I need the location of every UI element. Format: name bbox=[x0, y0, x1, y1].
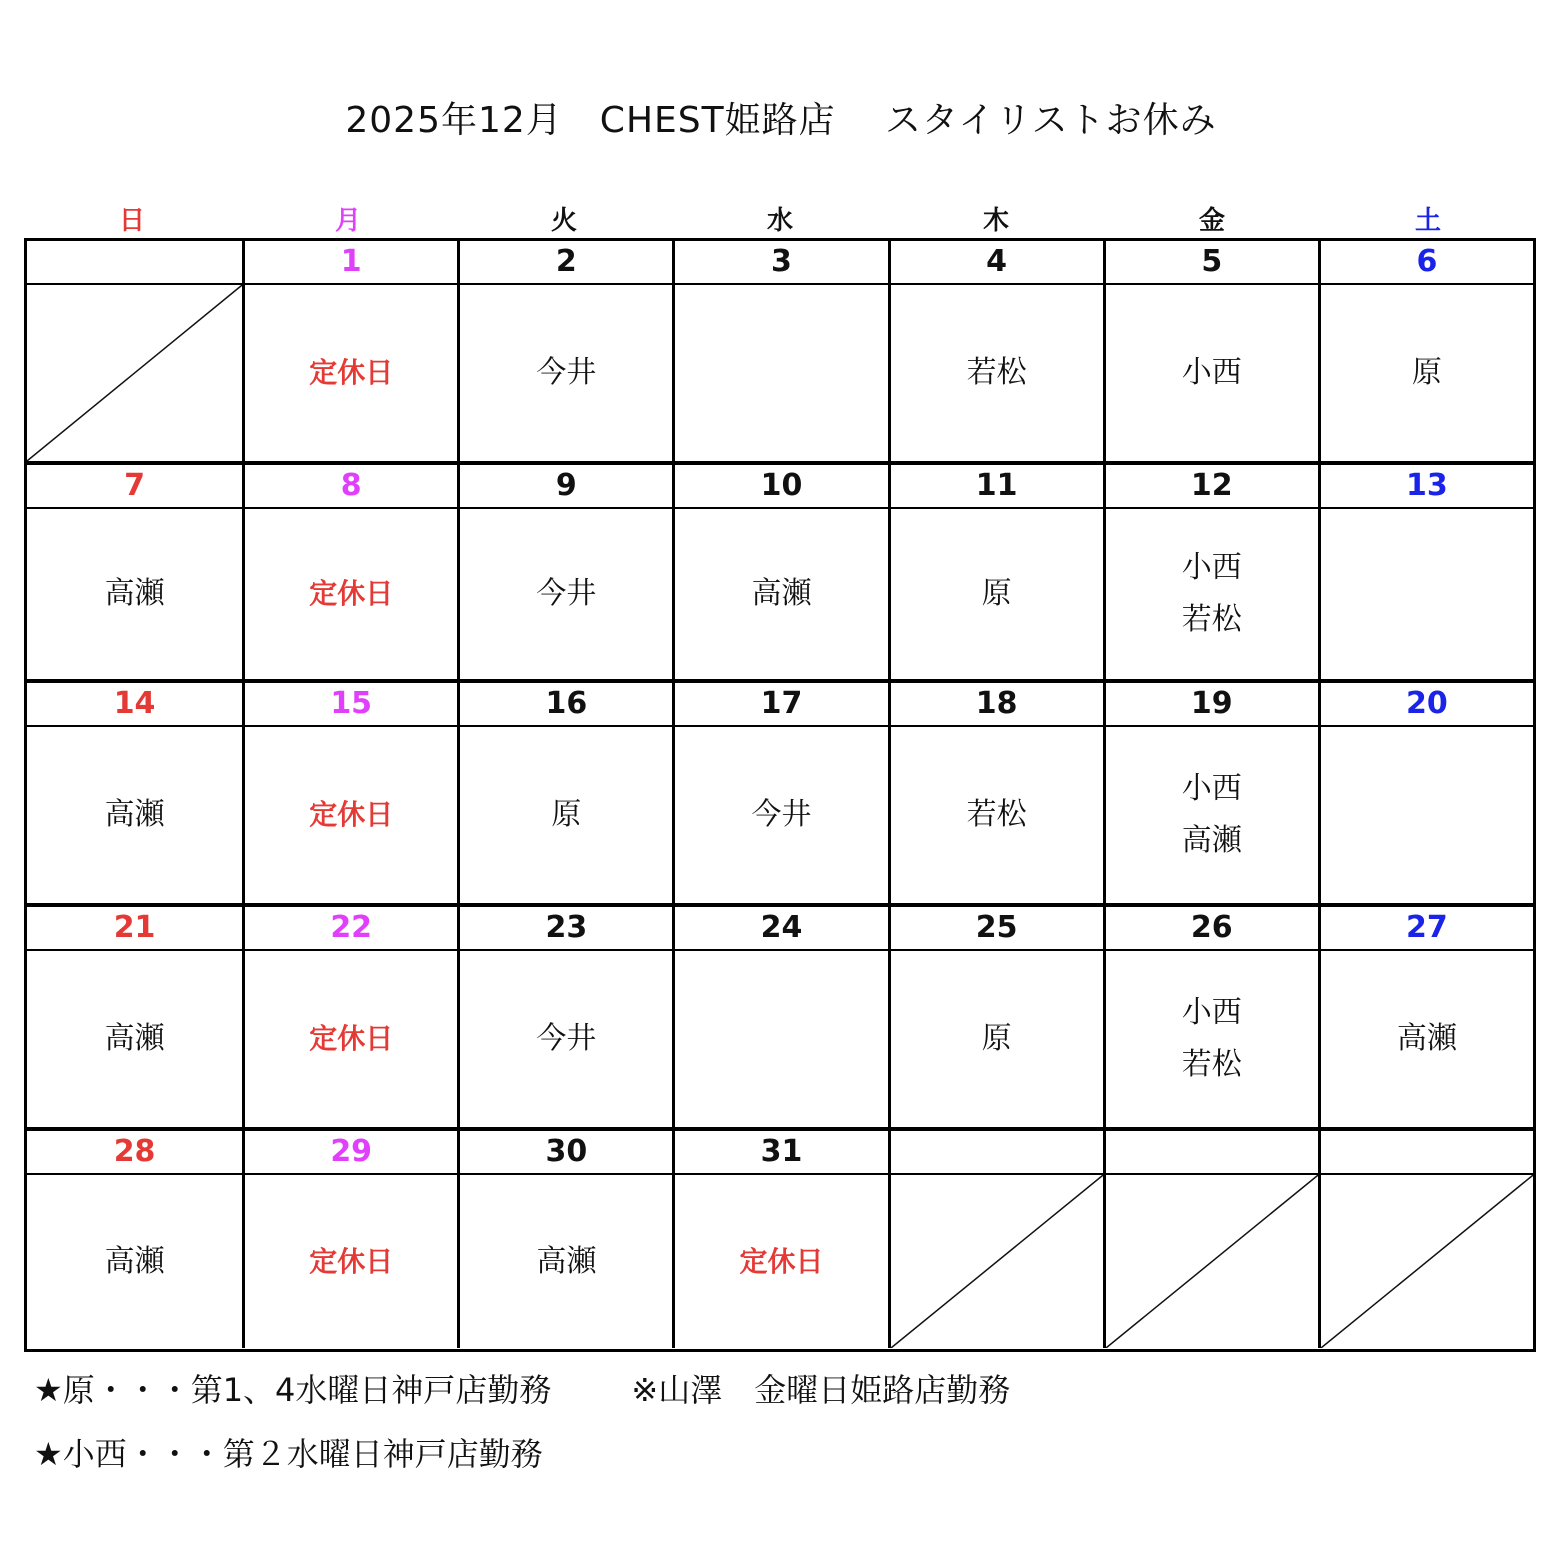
day-number: 20 bbox=[1321, 683, 1533, 727]
closed-day-label: 定休日 bbox=[739, 1244, 824, 1278]
staff-off-name: 高瀬 bbox=[536, 1243, 597, 1279]
calendar-day-cell bbox=[1318, 907, 1533, 1127]
calendar-day-cell bbox=[457, 241, 672, 461]
staff-off-name: 高瀬 bbox=[104, 1243, 165, 1279]
day-content bbox=[1106, 285, 1318, 461]
staff-off-name: 若松 bbox=[966, 797, 1027, 832]
closed-day-label: 定休日 bbox=[309, 1244, 394, 1278]
staff-off-name: 若松 bbox=[966, 355, 1027, 390]
day-number: 6 bbox=[1321, 241, 1533, 285]
calendar-grid bbox=[24, 238, 1536, 1352]
staff-off-name: 原 bbox=[981, 1021, 1012, 1056]
day-number: 24 bbox=[675, 907, 887, 951]
calendar-day-cell bbox=[242, 465, 457, 679]
day-number bbox=[27, 241, 242, 285]
day-number bbox=[1321, 1131, 1533, 1175]
day-number: 10 bbox=[675, 465, 887, 509]
weekday-label: 日 bbox=[118, 206, 145, 236]
empty-slash bbox=[891, 1175, 1103, 1348]
calendar-day-cell bbox=[242, 683, 457, 903]
day-number: 16 bbox=[460, 683, 672, 727]
calendar-day-cell bbox=[1318, 1131, 1533, 1348]
day-content bbox=[460, 285, 672, 461]
day-number: 8 bbox=[245, 465, 457, 509]
day-content bbox=[460, 727, 672, 903]
day-content bbox=[675, 285, 887, 461]
day-content bbox=[1321, 951, 1533, 1127]
calendar-day-cell bbox=[1318, 465, 1533, 679]
day-content bbox=[891, 951, 1103, 1127]
day-number: 30 bbox=[460, 1131, 672, 1175]
calendar-day-cell bbox=[888, 683, 1103, 903]
day-content bbox=[27, 285, 242, 461]
weekday-label: 月 bbox=[334, 206, 361, 236]
calendar-week bbox=[27, 679, 1533, 903]
weekday-header bbox=[24, 200, 1536, 237]
day-content bbox=[891, 285, 1103, 461]
staff-off-name: 小西 bbox=[1181, 355, 1242, 390]
day-number: 23 bbox=[460, 907, 672, 951]
day-content bbox=[675, 727, 887, 903]
weekday-label: 木 bbox=[982, 206, 1009, 236]
calendar-day-cell bbox=[1318, 683, 1533, 903]
staff-off-name: 原 bbox=[1411, 355, 1442, 390]
staff-off-name: 今井 bbox=[536, 1021, 597, 1056]
staff-off-name: 高瀬 bbox=[104, 797, 165, 832]
page-title: 2025年12月 CHEST姫路店 スタイリストお休み bbox=[345, 100, 1217, 141]
day-number: 17 bbox=[675, 683, 887, 727]
closed-day-label: 定休日 bbox=[309, 1022, 394, 1055]
empty-slash bbox=[1106, 1175, 1318, 1348]
day-content bbox=[460, 509, 672, 679]
calendar-week bbox=[27, 1127, 1533, 1348]
staff-off-name: 高瀬 bbox=[1396, 1021, 1457, 1056]
calendar-week bbox=[27, 241, 1533, 461]
staff-off-name: 高瀬 bbox=[104, 1021, 165, 1056]
day-content bbox=[460, 1175, 672, 1348]
day-content bbox=[1321, 727, 1533, 903]
day-content bbox=[675, 509, 887, 679]
staff-off-name: 小西 bbox=[1181, 995, 1242, 1030]
day-content bbox=[1106, 1175, 1318, 1348]
staff-off-name: 今井 bbox=[536, 576, 597, 611]
day-content bbox=[891, 509, 1103, 679]
day-number: 3 bbox=[675, 241, 887, 285]
calendar-day-cell bbox=[27, 465, 242, 679]
day-content bbox=[27, 1175, 242, 1348]
note-yamazawa: ※山澤 金曜日姫路店勤務 bbox=[631, 1371, 1011, 1409]
day-number: 1 bbox=[245, 241, 457, 285]
empty-slash bbox=[1321, 1175, 1533, 1348]
day-content bbox=[891, 1175, 1103, 1348]
calendar-day-cell bbox=[27, 683, 242, 903]
day-content bbox=[675, 1175, 887, 1348]
calendar-day-cell bbox=[888, 1131, 1103, 1348]
calendar-day-cell bbox=[1103, 465, 1318, 679]
staff-off-name: 小西 bbox=[1181, 771, 1242, 806]
calendar-day-cell bbox=[1318, 241, 1533, 461]
staff-off-name: 高瀬 bbox=[1181, 823, 1242, 858]
day-content bbox=[675, 951, 887, 1127]
day-number: 29 bbox=[245, 1131, 457, 1175]
calendar-day-cell bbox=[672, 1131, 887, 1348]
staff-off-name: 若松 bbox=[1181, 1047, 1242, 1082]
staff-off-name: 今井 bbox=[751, 797, 812, 832]
day-number: 26 bbox=[1106, 907, 1318, 951]
calendar-day-cell bbox=[672, 465, 887, 679]
staff-off-name: 今井 bbox=[536, 355, 597, 390]
day-number: 9 bbox=[460, 465, 672, 509]
staff-off-name: 高瀬 bbox=[751, 576, 812, 611]
day-content bbox=[1321, 1175, 1533, 1348]
day-number: 22 bbox=[245, 907, 457, 951]
calendar-day-cell bbox=[888, 465, 1103, 679]
day-number: 27 bbox=[1321, 907, 1533, 951]
day-number: 31 bbox=[675, 1131, 887, 1175]
notes bbox=[34, 1358, 1010, 1486]
calendar-day-cell bbox=[242, 907, 457, 1127]
closed-day-label: 定休日 bbox=[309, 577, 394, 610]
calendar-day-cell bbox=[672, 907, 887, 1127]
day-number: 25 bbox=[891, 907, 1103, 951]
weekday-label: 火 bbox=[550, 206, 577, 236]
day-content bbox=[1106, 509, 1318, 679]
day-number: 12 bbox=[1106, 465, 1318, 509]
calendar-week bbox=[27, 903, 1533, 1127]
day-number: 18 bbox=[891, 683, 1103, 727]
weekday-label: 土 bbox=[1414, 206, 1441, 236]
staff-off-name: 高瀬 bbox=[104, 576, 165, 611]
calendar-week bbox=[27, 461, 1533, 679]
day-number: 2 bbox=[460, 241, 672, 285]
staff-off-name: 原 bbox=[551, 797, 582, 832]
empty-slash bbox=[27, 285, 242, 461]
calendar-day-cell bbox=[1103, 1131, 1318, 1348]
day-number: 28 bbox=[27, 1131, 242, 1175]
day-content bbox=[1321, 509, 1533, 679]
day-content bbox=[27, 509, 242, 679]
day-number: 13 bbox=[1321, 465, 1533, 509]
note-row-2 bbox=[34, 1422, 1010, 1486]
staff-off-name: 小西 bbox=[1181, 550, 1242, 585]
day-content bbox=[1106, 727, 1318, 903]
note-hara: ★原・・・第1、4水曜日神戸店勤務 bbox=[34, 1371, 552, 1409]
day-content bbox=[245, 509, 457, 679]
calendar-day-cell bbox=[888, 241, 1103, 461]
day-content bbox=[27, 727, 242, 903]
calendar-day-cell bbox=[457, 1131, 672, 1348]
weekday-label: 水 bbox=[766, 206, 793, 236]
calendar-day-cell bbox=[27, 1131, 242, 1348]
day-content bbox=[245, 285, 457, 461]
calendar-day-cell bbox=[888, 907, 1103, 1127]
calendar-day-cell bbox=[672, 241, 887, 461]
calendar-day-cell bbox=[242, 1131, 457, 1348]
day-content bbox=[460, 951, 672, 1127]
calendar-day-cell bbox=[1103, 683, 1318, 903]
day-number: 5 bbox=[1106, 241, 1318, 285]
note-row-1 bbox=[34, 1358, 1010, 1422]
calendar-day-cell bbox=[457, 907, 672, 1127]
day-content bbox=[1106, 951, 1318, 1127]
calendar-day-cell bbox=[1103, 241, 1318, 461]
calendar-day-cell bbox=[672, 683, 887, 903]
calendar-day-cell bbox=[1103, 907, 1318, 1127]
day-content bbox=[245, 951, 457, 1127]
calendar-day-cell bbox=[242, 241, 457, 461]
day-content bbox=[245, 1175, 457, 1348]
staff-off-name: 原 bbox=[981, 576, 1012, 611]
day-number: 7 bbox=[27, 465, 242, 509]
day-number bbox=[891, 1131, 1103, 1175]
day-content bbox=[1321, 285, 1533, 461]
day-number: 14 bbox=[27, 683, 242, 727]
closed-day-label: 定休日 bbox=[309, 798, 394, 831]
calendar-day-cell bbox=[457, 465, 672, 679]
calendar-day-cell bbox=[27, 241, 242, 461]
day-number: 19 bbox=[1106, 683, 1318, 727]
closed-day-label: 定休日 bbox=[309, 356, 394, 389]
staff-off-name: 若松 bbox=[1181, 602, 1242, 637]
day-number: 15 bbox=[245, 683, 457, 727]
day-number bbox=[1106, 1131, 1318, 1175]
day-content bbox=[891, 727, 1103, 903]
day-number: 21 bbox=[27, 907, 242, 951]
day-number: 4 bbox=[891, 241, 1103, 285]
calendar-day-cell bbox=[27, 907, 242, 1127]
calendar-day-cell bbox=[457, 683, 672, 903]
note-konishi: ★小西・・・第２水曜日神戸店勤務 bbox=[34, 1435, 543, 1473]
weekday-label: 金 bbox=[1198, 206, 1225, 236]
day-content bbox=[245, 727, 457, 903]
day-content bbox=[27, 951, 242, 1127]
day-number: 11 bbox=[891, 465, 1103, 509]
